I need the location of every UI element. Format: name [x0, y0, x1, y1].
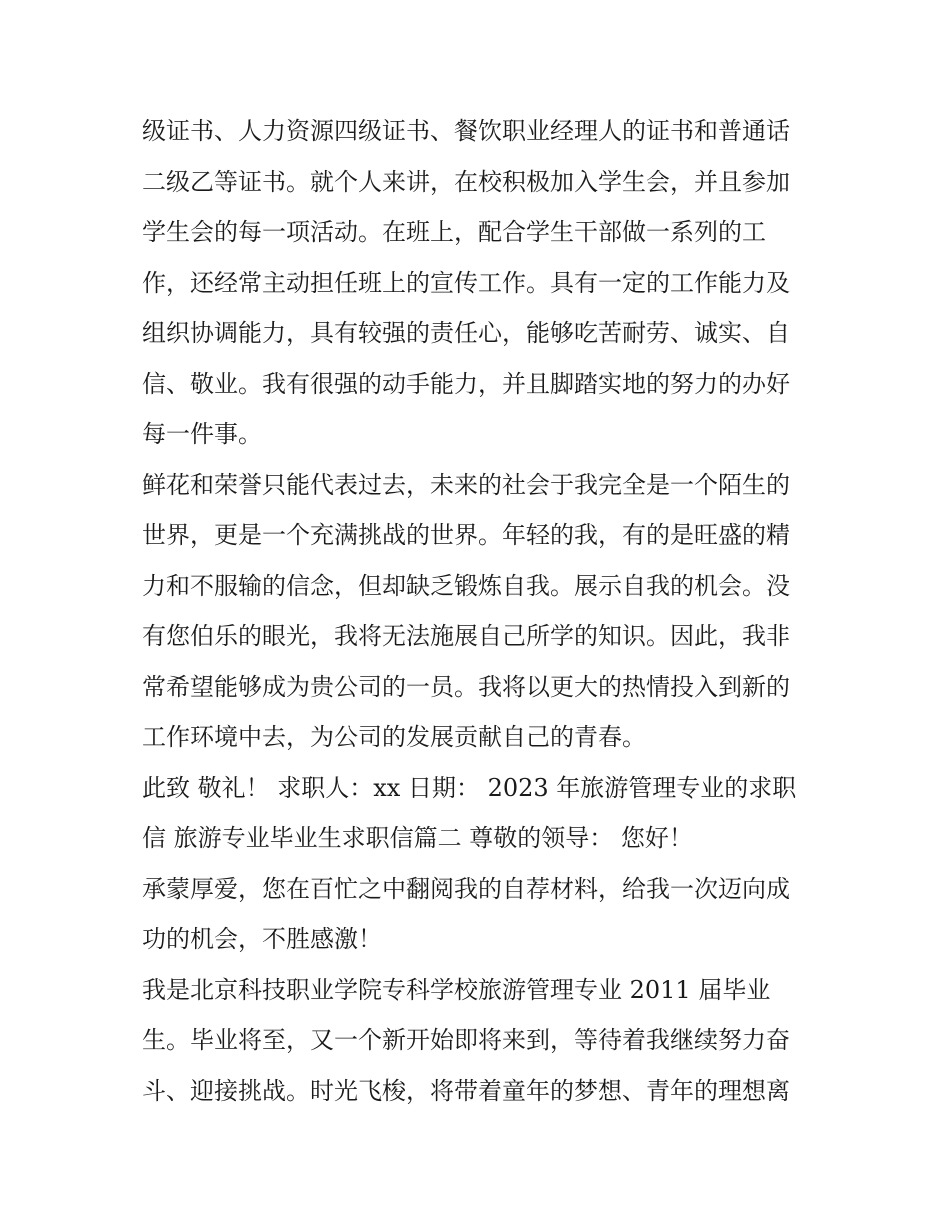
text-line: 我是北京科技职业学院专科学校旅游管理专业 2011 届毕业 [142, 975, 771, 1004]
text-line: 承蒙厚爱，您在百忙之中翻阅我的自荐材料，给我一次迈向成 [142, 874, 790, 903]
text-line: 组织协调能力，具有较强的责任心，能够吃苦耐劳、诚实、自 [142, 319, 790, 347]
text-line: 学生会的每一项活动。在班上，配合学生干部做一系列的工 [142, 218, 766, 246]
text-line: 信、敬业。我有很强的动手能力，并且脚踏实地的努力的办好 [142, 369, 790, 398]
text-line: 功的机会，不胜感激！ [142, 925, 382, 953]
text-line: 力和不服输的信念，但却缺乏锻炼自我。展示自我的机会。没 [142, 571, 790, 600]
text-line: 世界，更是一个充满挑战的世界。年轻的我，有的是旺盛的精 [142, 521, 790, 549]
text-line: 工作环境中去，为公司的发展贡献自己的青春。 [142, 723, 646, 751]
text-line: 信 旅游专业毕业生求职信篇二 尊敬的领导： 您好！ [142, 824, 693, 852]
text-line: 常希望能够成为贵公司的一员。我将以更大的热情投入到新的 [142, 672, 790, 701]
text-line: 每一件事。 [142, 420, 262, 448]
text-line: 生。毕业将至，又一个新开始即将来到，等待着我继续努力奋 [142, 1026, 790, 1054]
text-line: 级证书、人力资源四级证书、餐饮职业经理人的证书和普通话 [142, 117, 790, 145]
document-body [142, 106, 822, 1116]
text-line: 此致 敬礼！ 求职人：xx 日期： 2023 年旅游管理专业的求职 [142, 773, 797, 802]
text-line: 二级乙等证书。就个人来讲，在校积极加入学生会，并且参加 [142, 167, 790, 196]
text-line: 作，还经常主动担任班上的宣传工作。具有一定的工作能力及 [142, 268, 790, 297]
text-line: 有您伯乐的眼光，我将无法施展自己所学的知识。因此，我非 [142, 622, 790, 650]
text-line: 鲜花和荣誉只能代表过去，未来的社会于我完全是一个陌生的 [142, 470, 790, 499]
text-line: 斗、迎接挑战。时光飞梭，将带着童年的梦想、青年的理想离 [142, 1076, 790, 1105]
